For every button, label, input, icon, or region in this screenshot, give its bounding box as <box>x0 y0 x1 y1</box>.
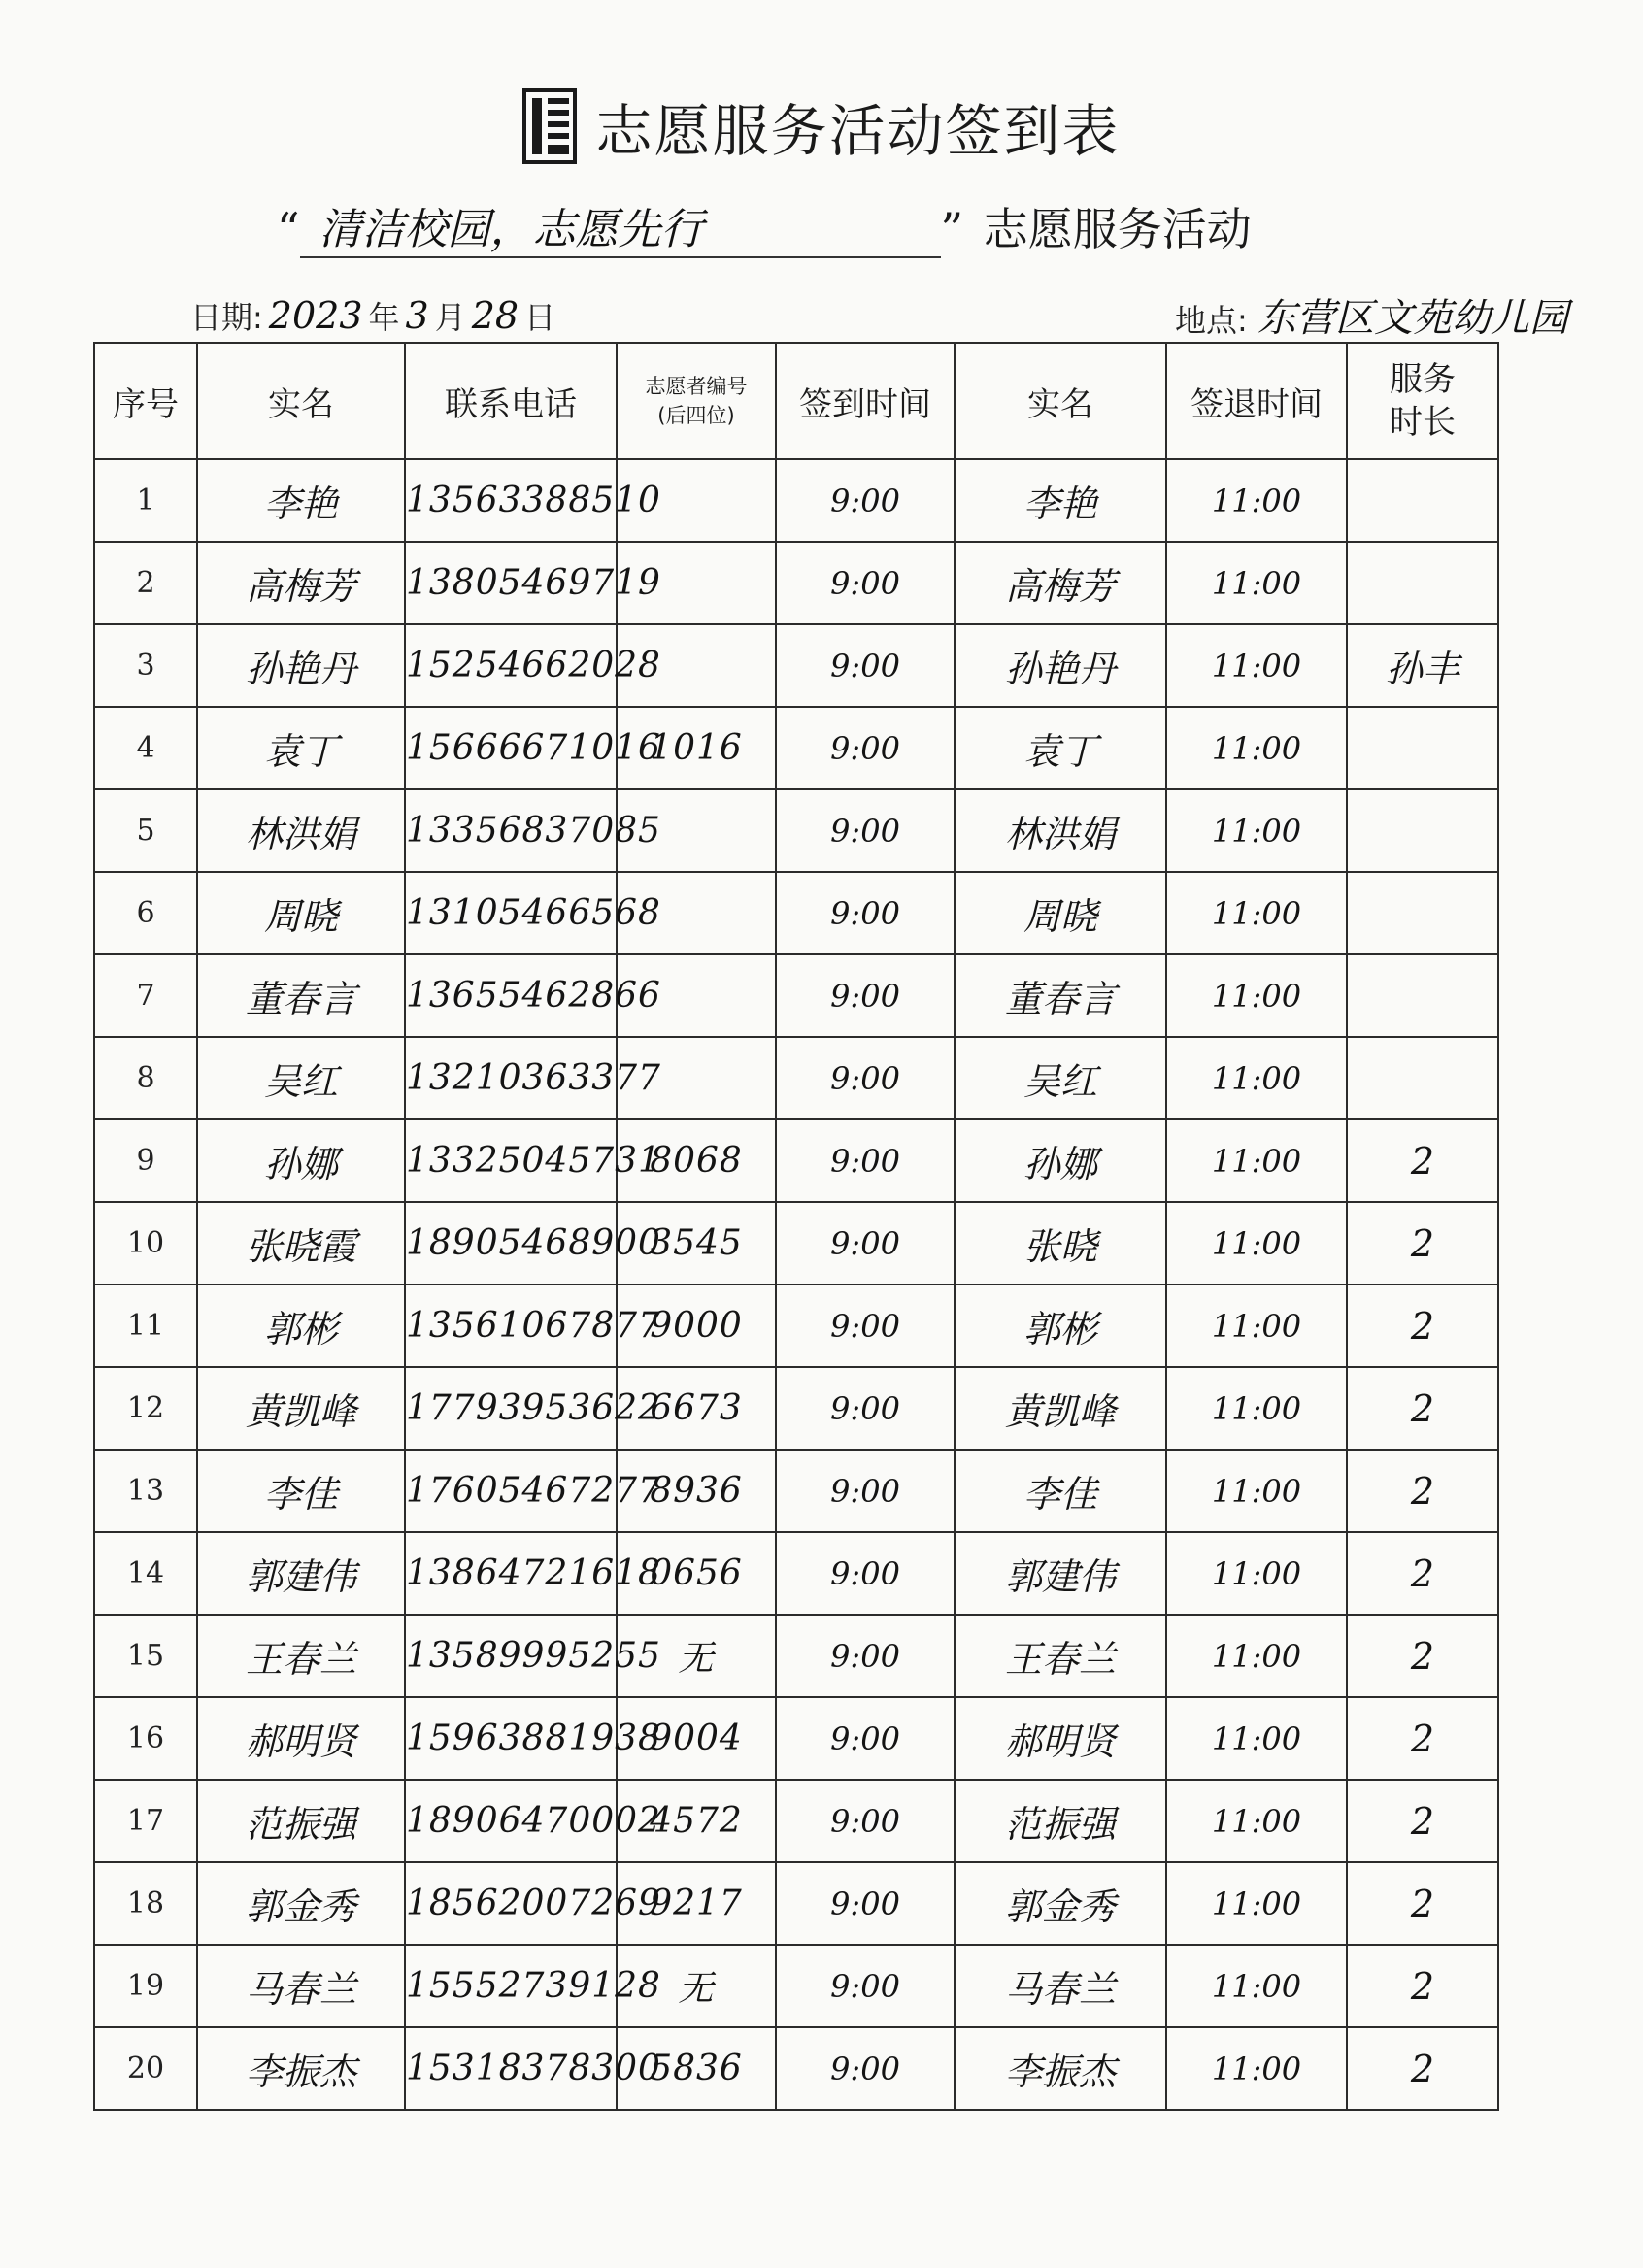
cell-name-out: 孙艳丹 <box>955 624 1166 707</box>
cell-phone: 13325045731 <box>405 1119 617 1202</box>
cell-name-out: 马春兰 <box>955 1945 1166 2027</box>
page-title: 志愿服务活动签到表 <box>595 98 1121 164</box>
table-row <box>94 1202 1498 1284</box>
cell-sign-in: 9:00 <box>776 872 955 954</box>
cell-phone: 13563388510 <box>405 459 617 542</box>
cell-sign-in: 9:00 <box>776 1697 955 1780</box>
cell-volunteer-id: 9000 <box>617 1284 776 1367</box>
date-day: 28 <box>471 294 520 337</box>
cell-duration <box>1347 872 1498 954</box>
cell-volunteer-id: 9004 <box>617 1697 776 1780</box>
cell-sign-out: 11:00 <box>1166 2027 1347 2110</box>
cell-sign-out: 11:00 <box>1166 707 1347 789</box>
cell-phone: 17605467277 <box>405 1450 617 1532</box>
header-phone: 联系电话 <box>405 343 617 459</box>
cell-phone: 17793953622 <box>405 1367 617 1450</box>
cell-sign-in: 9:00 <box>776 624 955 707</box>
open-quote: “ <box>277 203 300 255</box>
cell-seq: 16 <box>94 1697 197 1780</box>
cell-duration <box>1347 542 1498 624</box>
cell-duration: 2 <box>1347 1119 1498 1202</box>
cell-name-in: 高梅芳 <box>197 542 405 624</box>
header-sign-out: 签退时间 <box>1166 343 1347 459</box>
cell-name-in: 郭建伟 <box>197 1532 405 1615</box>
header-sign-in: 签到时间 <box>776 343 955 459</box>
cell-phone: 18905468900 <box>405 1202 617 1284</box>
cell-duration: 2 <box>1347 1780 1498 1862</box>
cell-name-out: 袁丁 <box>955 707 1166 789</box>
header-duration-line2: 时长 <box>1390 403 1456 442</box>
cell-seq: 13 <box>94 1450 197 1532</box>
cell-phone: 15552739128 <box>405 1945 617 2027</box>
cell-name-out: 郭金秀 <box>955 1862 1166 1945</box>
table-body <box>94 459 1498 2110</box>
cell-sign-in: 9:00 <box>776 1284 955 1367</box>
table-row <box>94 1284 1498 1367</box>
cell-duration: 2 <box>1347 1862 1498 1945</box>
cell-name-out: 郭建伟 <box>955 1532 1166 1615</box>
cell-seq: 8 <box>94 1037 197 1119</box>
cell-duration: 2 <box>1347 1367 1498 1450</box>
cell-sign-out: 11:00 <box>1166 1037 1347 1119</box>
cell-sign-out: 11:00 <box>1166 1367 1347 1450</box>
cell-seq: 7 <box>94 954 197 1037</box>
cell-sign-in: 9:00 <box>776 1862 955 1945</box>
cell-sign-out: 11:00 <box>1166 624 1347 707</box>
cell-duration: 2 <box>1347 1450 1498 1532</box>
cell-name-in: 范振强 <box>197 1780 405 1862</box>
date-month: 3 <box>405 294 429 337</box>
cell-sign-in: 9:00 <box>776 1119 955 1202</box>
cell-volunteer-id: 6673 <box>617 1367 776 1450</box>
cell-volunteer-id: 8936 <box>617 1450 776 1532</box>
cell-name-in: 吴红 <box>197 1037 405 1119</box>
cell-volunteer-id: 0656 <box>617 1532 776 1615</box>
cell-duration: 2 <box>1347 1284 1498 1367</box>
table-row <box>94 1119 1498 1202</box>
cell-name-out: 高梅芳 <box>955 542 1166 624</box>
table-row <box>94 1037 1498 1119</box>
cell-phone: 13561067877 <box>405 1284 617 1367</box>
cell-phone: 13864721618 <box>405 1532 617 1615</box>
cell-sign-in: 9:00 <box>776 1037 955 1119</box>
table-row <box>94 954 1498 1037</box>
date-line <box>190 293 555 338</box>
cell-name-out: 范振强 <box>955 1780 1166 1862</box>
cell-seq: 15 <box>94 1615 197 1697</box>
cell-sign-out: 11:00 <box>1166 459 1347 542</box>
cell-seq: 17 <box>94 1780 197 1862</box>
cell-sign-in: 9:00 <box>776 542 955 624</box>
date-day-unit: 日 <box>524 299 556 336</box>
cell-duration: 2 <box>1347 1532 1498 1615</box>
cell-name-in: 袁丁 <box>197 707 405 789</box>
header-seq: 序号 <box>94 343 197 459</box>
cell-phone: 15666671016 <box>405 707 617 789</box>
cell-phone: 15318378300 <box>405 2027 617 2110</box>
cell-sign-in: 9:00 <box>776 1450 955 1532</box>
cell-name-out: 吴红 <box>955 1037 1166 1119</box>
cell-name-in: 郭金秀 <box>197 1862 405 1945</box>
cell-name-in: 李艳 <box>197 459 405 542</box>
date-label: 日期: <box>190 299 263 336</box>
header-volunteer-id-line1: 志愿者编号 <box>645 375 748 398</box>
cell-sign-out: 11:00 <box>1166 1119 1347 1202</box>
cell-sign-out: 11:00 <box>1166 542 1347 624</box>
table-header-row <box>94 343 1498 459</box>
cell-name-out: 周晓 <box>955 872 1166 954</box>
cell-sign-out: 11:00 <box>1166 1450 1347 1532</box>
cell-volunteer-id: 8068 <box>617 1119 776 1202</box>
cell-name-out: 王春兰 <box>955 1615 1166 1697</box>
cell-volunteer-id: 9217 <box>617 1862 776 1945</box>
cell-seq: 10 <box>94 1202 197 1284</box>
cell-sign-in: 9:00 <box>776 1202 955 1284</box>
cell-phone: 15963881938 <box>405 1697 617 1780</box>
cell-name-in: 周晓 <box>197 872 405 954</box>
cell-seq: 9 <box>94 1119 197 1202</box>
cell-sign-out: 11:00 <box>1166 1532 1347 1615</box>
cell-seq: 3 <box>94 624 197 707</box>
cell-name-in: 郭彬 <box>197 1284 405 1367</box>
cell-name-out: 郝明贤 <box>955 1697 1166 1780</box>
cell-duration: 2 <box>1347 1945 1498 2027</box>
cell-name-out: 郭彬 <box>955 1284 1166 1367</box>
table-row <box>94 459 1498 542</box>
cell-name-in: 张晓霞 <box>197 1202 405 1284</box>
cell-name-out: 张晓 <box>955 1202 1166 1284</box>
cell-sign-out: 11:00 <box>1166 1945 1347 2027</box>
table-row <box>94 1615 1498 1697</box>
location-label: 地点: <box>1175 302 1248 339</box>
cell-duration <box>1347 1037 1498 1119</box>
cell-name-out: 黄凯峰 <box>955 1367 1166 1450</box>
close-quote: ” <box>940 203 964 255</box>
cell-sign-in: 9:00 <box>776 2027 955 2110</box>
cell-phone: 13105466568 <box>405 872 617 954</box>
cell-sign-out: 11:00 <box>1166 789 1347 872</box>
cell-seq: 2 <box>94 542 197 624</box>
cell-sign-in: 9:00 <box>776 789 955 872</box>
cell-phone: 13589995255 <box>405 1615 617 1697</box>
cell-seq: 1 <box>94 459 197 542</box>
cell-seq: 5 <box>94 789 197 872</box>
cell-phone: 15254662028 <box>405 624 617 707</box>
cell-sign-out: 11:00 <box>1166 1615 1347 1697</box>
cell-name-out: 董春言 <box>955 954 1166 1037</box>
cell-sign-out: 11:00 <box>1166 1780 1347 1862</box>
cell-sign-out: 11:00 <box>1166 954 1347 1037</box>
cell-name-out: 林洪娟 <box>955 789 1166 872</box>
activity-suffix: 志愿服务活动 <box>983 203 1252 255</box>
table-row <box>94 1367 1498 1450</box>
header-name-out: 实名 <box>955 343 1166 459</box>
location-line <box>1175 287 1568 343</box>
cell-seq: 6 <box>94 872 197 954</box>
cell-volunteer-id: 1016 <box>617 707 776 789</box>
table-row <box>94 1945 1498 2027</box>
cell-phone: 13805469719 <box>405 542 617 624</box>
activity-name: 清洁校园，志愿先行 <box>300 194 941 258</box>
cell-duration: 2 <box>1347 1697 1498 1780</box>
cell-sign-in: 9:00 <box>776 1780 955 1862</box>
cell-sign-in: 9:00 <box>776 1367 955 1450</box>
sign-in-table <box>93 342 1499 2111</box>
cell-name-in: 马春兰 <box>197 1945 405 2027</box>
cell-duration <box>1347 459 1498 542</box>
cell-name-out: 李艳 <box>955 459 1166 542</box>
cell-name-in: 王春兰 <box>197 1615 405 1697</box>
table-row <box>94 707 1498 789</box>
cell-name-in: 孙艳丹 <box>197 624 405 707</box>
cell-volunteer-id: 4572 <box>617 1780 776 1862</box>
cell-phone: 18562007269 <box>405 1862 617 1945</box>
cell-duration <box>1347 954 1498 1037</box>
date-month-unit: 月 <box>434 299 466 336</box>
cell-seq: 20 <box>94 2027 197 2110</box>
cell-name-in: 郝明贤 <box>197 1697 405 1780</box>
cell-volunteer-id: 3545 <box>617 1202 776 1284</box>
table-row <box>94 2027 1498 2110</box>
cell-sign-in: 9:00 <box>776 954 955 1037</box>
table-row <box>94 1780 1498 1862</box>
cell-sign-out: 11:00 <box>1166 1862 1347 1945</box>
cell-duration <box>1347 707 1498 789</box>
volunteer-logo-icon <box>522 88 577 164</box>
cell-phone: 13655462866 <box>405 954 617 1037</box>
header-duration-line1: 服务 <box>1390 360 1456 399</box>
table-row <box>94 542 1498 624</box>
cell-seq: 11 <box>94 1284 197 1367</box>
cell-seq: 4 <box>94 707 197 789</box>
date-year-unit: 年 <box>368 299 400 336</box>
cell-name-in: 林洪娟 <box>197 789 405 872</box>
cell-seq: 18 <box>94 1862 197 1945</box>
header-duration <box>1347 343 1498 459</box>
cell-sign-out: 11:00 <box>1166 1202 1347 1284</box>
cell-volunteer-id: 5836 <box>617 2027 776 2110</box>
cell-volunteer-id: 无 <box>617 1615 776 1697</box>
cell-name-out: 李振杰 <box>955 2027 1166 2110</box>
cell-duration: 2 <box>1347 1202 1498 1284</box>
cell-name-in: 黄凯峰 <box>197 1367 405 1450</box>
cell-duration <box>1347 789 1498 872</box>
header <box>0 85 1643 167</box>
cell-sign-out: 11:00 <box>1166 1284 1347 1367</box>
table-row <box>94 624 1498 707</box>
table-row <box>94 1532 1498 1615</box>
table-row <box>94 1450 1498 1532</box>
cell-name-in: 李佳 <box>197 1450 405 1532</box>
table-row <box>94 1862 1498 1945</box>
cell-seq: 19 <box>94 1945 197 2027</box>
cell-duration: 2 <box>1347 1615 1498 1697</box>
cell-name-in: 李振杰 <box>197 2027 405 2110</box>
cell-sign-in: 9:00 <box>776 1532 955 1615</box>
activity-line <box>277 194 1252 258</box>
cell-seq: 12 <box>94 1367 197 1450</box>
cell-sign-out: 11:00 <box>1166 872 1347 954</box>
cell-sign-in: 9:00 <box>776 707 955 789</box>
cell-duration: 孙丰 <box>1347 624 1498 707</box>
location-value: 东营区文苑幼儿园 <box>1257 296 1568 341</box>
cell-name-out: 孙娜 <box>955 1119 1166 1202</box>
cell-phone: 13210363377 <box>405 1037 617 1119</box>
cell-name-in: 孙娜 <box>197 1119 405 1202</box>
table-row <box>94 789 1498 872</box>
cell-name-out: 李佳 <box>955 1450 1166 1532</box>
cell-volunteer-id: 无 <box>617 1945 776 2027</box>
table-row <box>94 872 1498 954</box>
header-volunteer-id <box>617 343 776 459</box>
cell-phone: 18906470002 <box>405 1780 617 1862</box>
date-year: 2023 <box>268 294 363 337</box>
cell-sign-in: 9:00 <box>776 1945 955 2027</box>
cell-sign-in: 9:00 <box>776 1615 955 1697</box>
table-row <box>94 1697 1498 1780</box>
cell-seq: 14 <box>94 1532 197 1615</box>
cell-phone: 13356837085 <box>405 789 617 872</box>
cell-duration: 2 <box>1347 2027 1498 2110</box>
cell-sign-out: 11:00 <box>1166 1697 1347 1780</box>
cell-name-in: 董春言 <box>197 954 405 1037</box>
header-name-in: 实名 <box>197 343 405 459</box>
cell-sign-in: 9:00 <box>776 459 955 542</box>
header-volunteer-id-line2: (后四位) <box>657 404 735 427</box>
